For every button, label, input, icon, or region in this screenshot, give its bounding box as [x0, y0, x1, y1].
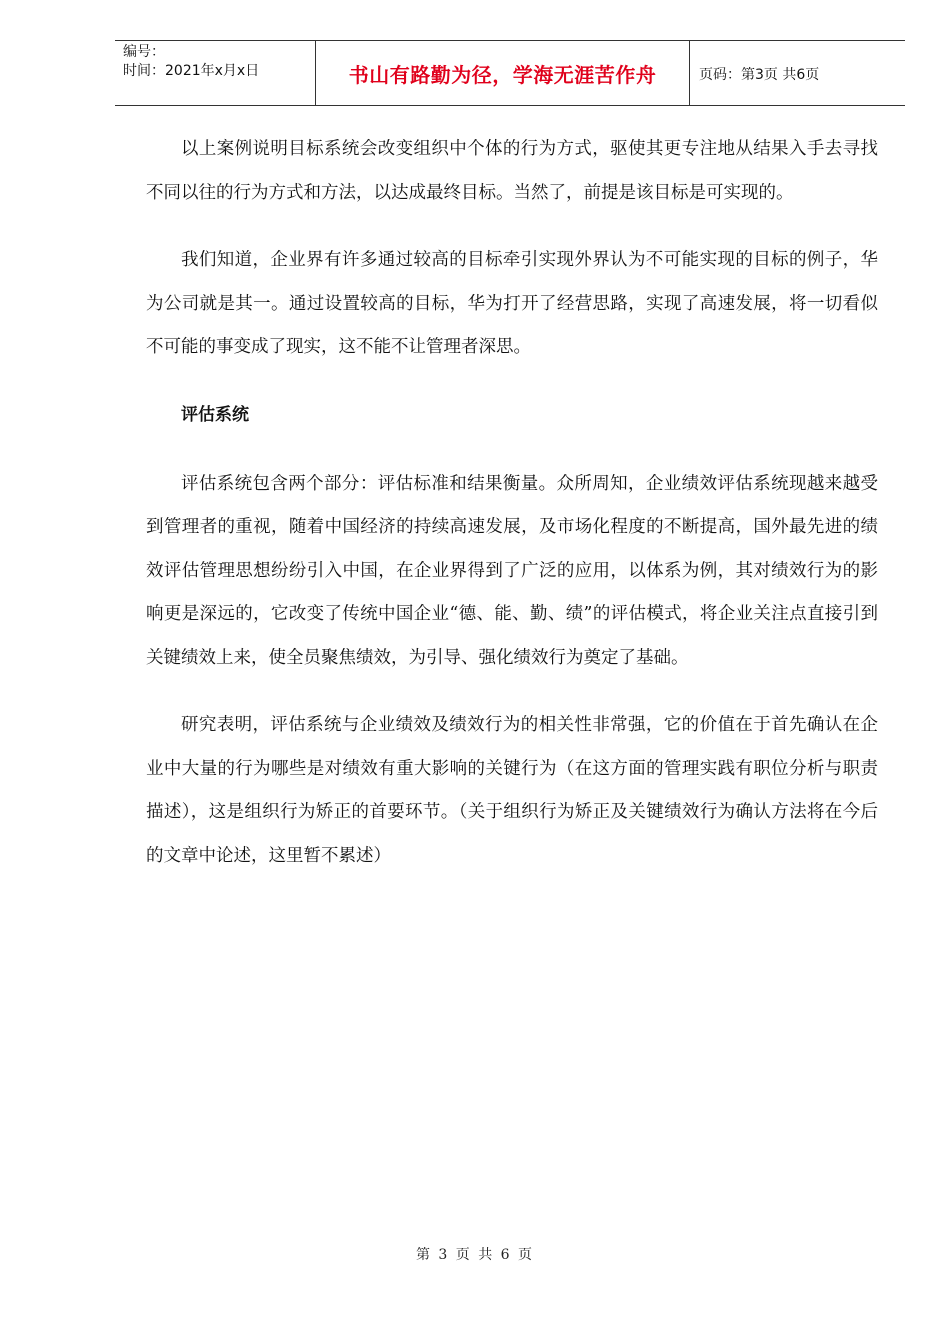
section-heading: 评估系统 — [181, 404, 249, 425]
body-paragraph: 研究表明，评估系统与企业绩效及绩效行为的相关性非常强，它的价值在于首先确认在企业中大量的行为哪些是对绩效有重大影响的关键行为（在这方面的管理实践有职位分析与职责描述），这是组织行为矫正的首要环节。（关于组织行为矫正及关键绩效行为确认方法将在今后的文章中论述，这里暂不累述） — [146, 715, 878, 866]
body-paragraph: 评估系统包含两个部分：评估标准和结果衡量。众所周知，企业绩效评估系统现越来越受到管理者的重视，随着中国经济的持续高速发展，及市场化程度的不断提高，国外最先进的绩效评估管理思想纷纷引入中国，在企业界得到了广泛的应用，以体系为例，其对绩效行为的影响更是深远的，它改变了传统中国企业“德、能、勤、绩”的评估模式，将企业关注点直接引到关键绩效上来，使全员聚焦绩效，为引导、强化绩效行为奠定了基础。 — [146, 473, 878, 668]
header-meta — [123, 43, 313, 81]
header-divider — [689, 41, 690, 106]
doc-time-label: 时间：2021年x月x日 — [123, 63, 260, 79]
doc-number-label: 编号： — [123, 44, 165, 60]
header-motto: 书山有路勤为径，学海无涯苦作舟 — [348, 63, 657, 87]
body-paragraph: 我们知道，企业界有许多通过较高的目标牵引实现外界认为不可能实现的目标的例子，华为公司就是其一。通过设置较高的目标，华为打开了经营思路，实现了高速发展，将一切看似不可能的事变成了现实，这不能不让管理者深思。 — [146, 250, 878, 357]
body-paragraph: 以上案例说明目标系统会改变组织中个体的行为方式，驱使其更专注地从结果入手去寻找不同以往的行为方式和方法，以达成最终目标。当然了，前提是该目标是可实现的。 — [146, 139, 878, 203]
header-page-number: 页码：第3页 共6页 — [699, 66, 820, 83]
page-header — [115, 40, 905, 106]
page-footer: 第 3 页 共 6 页 — [415, 1247, 535, 1263]
document-body — [146, 128, 878, 902]
